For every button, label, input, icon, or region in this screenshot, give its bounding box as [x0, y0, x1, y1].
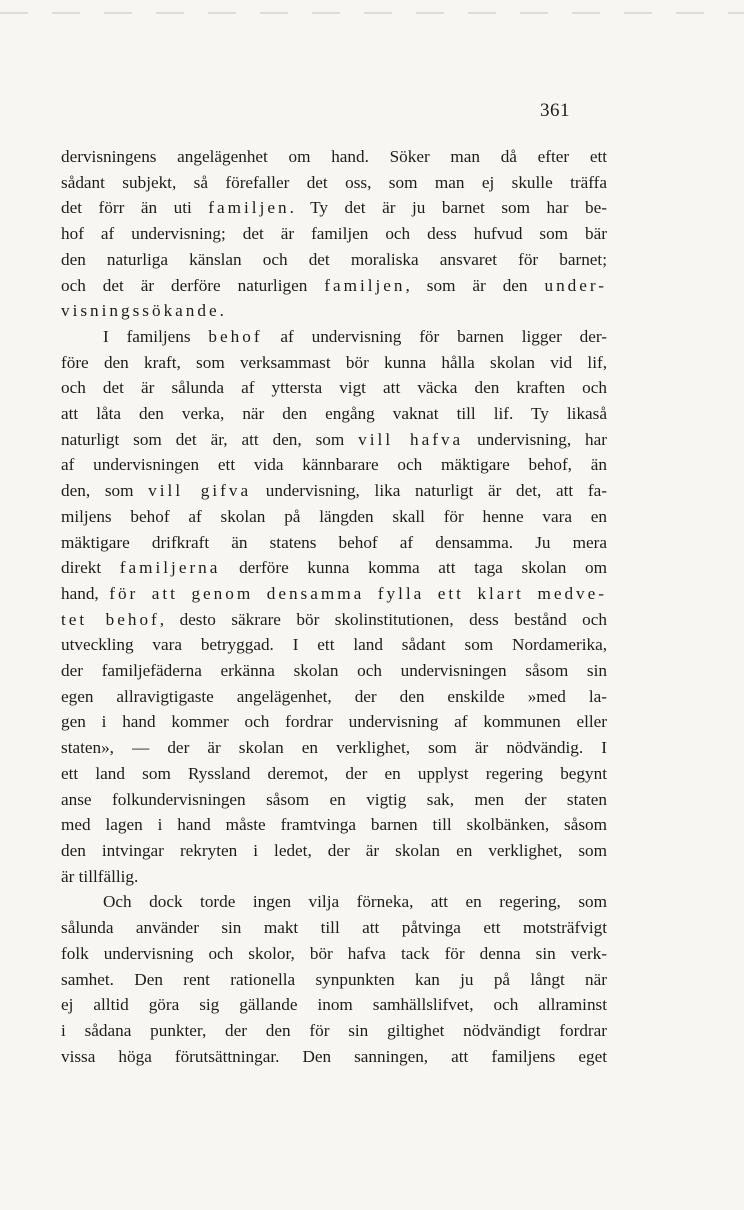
text-line: [61, 709, 607, 735]
text-run: vissa höga förutsättningar. Den sanningen, att familjens eget: [61, 1046, 607, 1066]
spaced-emphasis: visningssökande: [61, 301, 220, 321]
text-line: [61, 375, 607, 401]
text-run: den, som: [61, 481, 149, 501]
text-run: .: [219, 301, 224, 321]
text-line: [61, 195, 607, 221]
text-run: hand,: [61, 583, 110, 603]
text-run: det förr än uti: [61, 198, 209, 218]
text-line: [61, 581, 607, 607]
text-run: att låta den verka, när den engång vaknat till lif. Ty likaså: [61, 404, 607, 424]
text-run: af undervisningen ett vida kännbarare och mäktigare behof, än: [61, 455, 607, 475]
text-run: . Ty det är ju barnet som har be-: [289, 198, 607, 218]
text-line: [61, 1044, 607, 1070]
text-run: staten», — der är skolan en verklighet, som är nödvändig. I: [61, 738, 607, 758]
text-run: den naturliga känslan och det moraliska ansvaret för barnet;: [61, 249, 607, 269]
spaced-emphasis: vill hafva: [358, 429, 464, 449]
text-run: undervisning, har: [463, 429, 607, 449]
text-line: [61, 632, 607, 658]
text-run: direkt: [61, 558, 120, 578]
text-line: [61, 427, 607, 453]
text-line: [61, 247, 607, 273]
text-run: ej alltid göra sig gällande inom samhällslifvet, och allraminst: [61, 995, 607, 1015]
spaced-emphasis: familjerna: [119, 558, 221, 578]
spaced-emphasis: familjen: [324, 275, 406, 295]
text-run: och det är derföre naturligen: [61, 275, 325, 295]
text-run: I familjens: [103, 326, 209, 346]
text-line: [61, 967, 607, 993]
text-run: den intvingar rekryten i ledet, der är skolan en verklighet, som: [61, 840, 607, 860]
text-line: [61, 838, 607, 864]
text-run: , som är den: [405, 275, 545, 295]
text-line: [61, 170, 607, 196]
text-line: [61, 812, 607, 838]
text-run: mäktigare drifkraft än statens behof af densamma. Ju mera: [61, 532, 607, 552]
text-run: folk undervisning och skolor, bör hafva tack för denna sin verk-: [61, 943, 607, 963]
text-run: egen allravigtigaste angelägenhet, der den enskilde »med la-: [61, 686, 607, 706]
text-run: med lagen i hand måste framtvinga barnen till skolbänken, såsom: [61, 815, 607, 835]
text-line: [61, 658, 607, 684]
text-line: [61, 504, 607, 530]
text-run: före den kraft, som verksammast bör kunna hålla skolan vid lif,: [61, 352, 607, 372]
text-line: [61, 221, 607, 247]
text-line: [61, 530, 607, 556]
text-run: sådant subjekt, så förefaller det oss, som man ej skulle träffa: [61, 172, 607, 192]
text-run: sålunda använder sin makt till att påtvinga ett motsträfvigt: [61, 918, 607, 938]
text-run: , desto säkrare bör skolinstitutionen, dess bestånd och: [159, 609, 607, 629]
text-line: [61, 478, 607, 504]
text-run: anse folkundervisningen såsom en vigtig sak, men der staten: [61, 789, 607, 809]
spaced-emphasis: familjen: [208, 198, 290, 218]
top-edge-scan-artifact: [0, 12, 744, 14]
text-run: utveckling vara betryggad. I ett land sådant som Nordamerika,: [61, 635, 607, 655]
text-run: Och dock torde ingen vilja förneka, att en regering, som: [103, 892, 607, 912]
text-run: är tillfällig.: [61, 866, 139, 886]
spaced-emphasis: behof: [208, 326, 263, 346]
text-run: dervisningens angelägenhet om hand. Söker man då efter ett: [61, 147, 607, 166]
text-run: i sådana punkter, der den för sin giltighet nödvändigt fordrar: [61, 1020, 607, 1040]
text-line: [61, 401, 607, 427]
text-line: [61, 1018, 607, 1044]
text-line: [61, 273, 607, 299]
text-run: och det är sålunda af yttersta vigt att väcka den kraften och: [61, 378, 607, 398]
text-run: derföre kunna komma att taga skolan om: [220, 558, 607, 578]
text-line: [61, 889, 607, 915]
text-run: samhet. Den rent rationella synpunkten kan ju på långt när: [61, 969, 607, 989]
spaced-emphasis: för att genom densamma fylla ett klart medve-: [109, 583, 607, 603]
text-line: [61, 324, 607, 350]
page-number: 361: [540, 100, 570, 121]
text-line: [61, 787, 607, 813]
body-text: [61, 144, 607, 1069]
text-run: naturligt som det är, att den, som: [61, 429, 359, 449]
text-line: [61, 555, 607, 581]
text-run: gen i hand kommer och fordrar undervisning af kommunen eller: [61, 712, 607, 732]
text-line: [61, 941, 607, 967]
text-line: [61, 992, 607, 1018]
text-run: undervisning, lika naturligt är det, att fa-: [251, 481, 607, 501]
text-line: [61, 298, 607, 324]
text-line: [61, 350, 607, 376]
text-line: [61, 452, 607, 478]
text-run: der familjefäderna erkänna skolan och undervisningen såsom sin: [61, 661, 607, 681]
spaced-emphasis: under-: [544, 275, 607, 295]
text-line: [61, 144, 607, 170]
text-line: [61, 607, 607, 633]
text-run: af undervisning för barnen ligger der-: [262, 326, 607, 346]
spaced-emphasis: vill gifva: [148, 481, 252, 501]
text-line: [61, 761, 607, 787]
text-line: [61, 684, 607, 710]
text-run: miljens behof af skolan på längden skall för henne vara en: [61, 506, 607, 526]
text-line: [61, 735, 607, 761]
text-run: hof af undervisning; det är familjen och dess hufvud som bär: [61, 224, 607, 244]
spaced-emphasis: tet behof: [61, 609, 160, 629]
text-run: ett land som Ryssland deremot, der en upplyst regering begynt: [61, 763, 607, 783]
text-line: [61, 915, 607, 941]
text-line: [61, 864, 607, 890]
